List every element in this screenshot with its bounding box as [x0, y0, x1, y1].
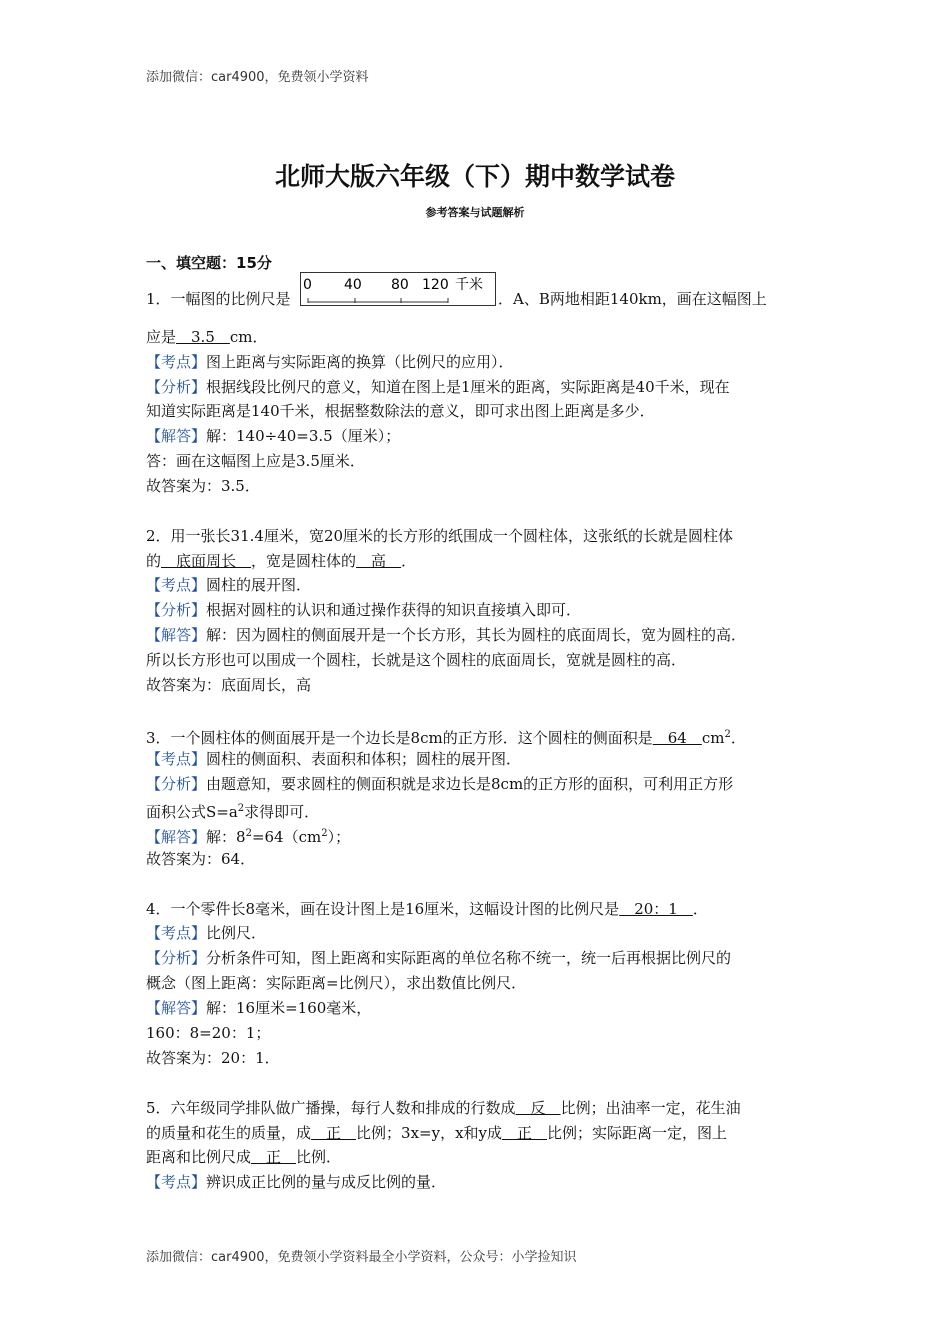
- q1-fenxi: 【分析】根据线段比例尺的意义，知道在图上是1厘米的距离，实际距离是40千米，现在: [146, 378, 730, 396]
- q1-line1b: ．A、B两地相距140km，画在这幅图上: [498, 290, 767, 308]
- q5-answer-2: 正: [311, 1124, 357, 1142]
- q3-fenxi-2: 面积公式$S=a^2$求得即可．: [146, 803, 320, 821]
- page-title: 北师大版六年级（下）期中数学试卷: [274, 162, 675, 191]
- q4-fenxi-2: 概念（图上距离：实际距离=比例尺），求出数值比例尺．: [146, 974, 527, 992]
- scale-label-40: 40: [344, 277, 362, 293]
- q3-answer: 64: [652, 729, 702, 747]
- q1-jieda-3: 故答案为：3.5．: [146, 477, 260, 495]
- q5-answer-4: 正: [251, 1148, 297, 1166]
- q2-fenxi: 【分析】根据对圆柱的认识和通过操作获得的知识直接填入即可．: [146, 601, 582, 619]
- header-note: 添加微信：car4900，免费领小学资料: [146, 70, 369, 85]
- q2-jieda: 【解答】解：因为圆柱的侧面展开是一个长方形，其长为圆柱的底面周长，宽为圆柱的高．: [146, 626, 747, 644]
- page-subtitle: 参考答案与试题解析: [425, 206, 525, 219]
- q1-jieda-2: 答：画在这幅图上应是3.5厘米．: [146, 452, 365, 470]
- scale-label-120: 120: [422, 277, 449, 293]
- q3-kaodian: 【考点】圆柱的侧面积、表面积和体积；圆柱的展开图．: [146, 750, 522, 768]
- q2-line2: 的 底面周长 ，宽是圆柱体的 高 ．: [146, 552, 417, 570]
- q2-kaodian: 【考点】圆柱的展开图．: [146, 576, 312, 594]
- q3-jieda-2: 故答案为：64．: [146, 850, 256, 868]
- q1-fenxi-2: 知道实际距离是140千米，根据整数除法的意义，即可求出图上距离是多少．: [146, 402, 655, 420]
- q4-fenxi: 【分析】分析条件可知，图上距离和实际距离的单位名称不统一，统一后再根据比例尺的: [146, 949, 732, 967]
- q4-jieda-2: 160：8=20：1；: [146, 1024, 271, 1042]
- q1-line1a: 1．一幅图的比例尺是: [146, 290, 291, 308]
- q2-answer-2: 高: [356, 552, 402, 570]
- q3-fenxi: 【分析】由题意知，要求圆柱的侧面积就是求边长是8cm的正方形的面积，可利用正方形: [146, 775, 734, 793]
- q1-kaodian: 【考点】图上距离与实际距离的换算（比例尺的应用）．: [146, 353, 514, 371]
- q1-line2: 应是 3.5 cm．: [146, 328, 268, 346]
- q4-answer: 20：1: [619, 900, 693, 918]
- q5-answer-3: 正: [502, 1124, 548, 1142]
- q1-jieda: 【解答】解：140÷40=3.5（厘米）；: [146, 427, 401, 445]
- section-heading: 一、填空题：15分: [146, 254, 272, 272]
- scale-label-0: 0: [303, 277, 312, 293]
- q2-jieda-2: 所以长方形也可以围成一个圆柱，长就是这个圆柱的底面周长，宽就是圆柱的高．: [146, 651, 687, 669]
- scale-label-unit: 千米: [455, 277, 483, 293]
- q4-line1: 4．一个零件长8毫米，画在设计图上是16厘米，这幅设计图的比例尺是 20：1 ．: [146, 900, 708, 918]
- q5-line1: 5．六年级同学排队做广播操，每行人数和排成的行数成 反 比例；出油率一定，花生油: [146, 1099, 741, 1117]
- q3-line1: 3．一个圆柱体的侧面展开是一个边长是8cm的正方形．这个圆柱的侧面积是 64 $cm^2$．: [146, 729, 746, 747]
- q5-line2: 的质量和花生的质量，成 正 比例；3x=y，x和y成 正 比例；实际距离一定，图上: [146, 1124, 728, 1142]
- q2-answer-1: 底面周长: [161, 552, 252, 570]
- q5-answer-1: 反: [515, 1099, 561, 1117]
- q1-answer: 3.5: [176, 328, 230, 346]
- footer-note: 添加微信：car4900，免费领小学资料最全小学资料，公众号：小学捡知识: [146, 1250, 577, 1265]
- q2-jieda-3: 故答案为：底面周长，高: [146, 676, 312, 694]
- q5-kaodian: 【考点】辨识成正比例的量与成反比例的量．: [146, 1173, 447, 1191]
- scale-label-80: 80: [391, 277, 409, 293]
- q4-kaodian: 【考点】比例尺．: [146, 924, 267, 942]
- q2-line1: 2．用一张长31.4厘米，宽20厘米的长方形的纸围成一个圆柱体，这张纸的长就是圆柱体: [146, 527, 734, 545]
- scale-bar-figure: [300, 272, 496, 306]
- q4-jieda: 【解答】解：16厘米=160毫米，: [146, 999, 372, 1017]
- q5-line3: 距离和比例尺成 正 比例．: [146, 1148, 342, 1166]
- q3-jieda: 【解答】解：$8^2=64(cm^2)$；: [146, 828, 351, 846]
- q4-jieda-3: 故答案为：20：1．: [146, 1049, 280, 1067]
